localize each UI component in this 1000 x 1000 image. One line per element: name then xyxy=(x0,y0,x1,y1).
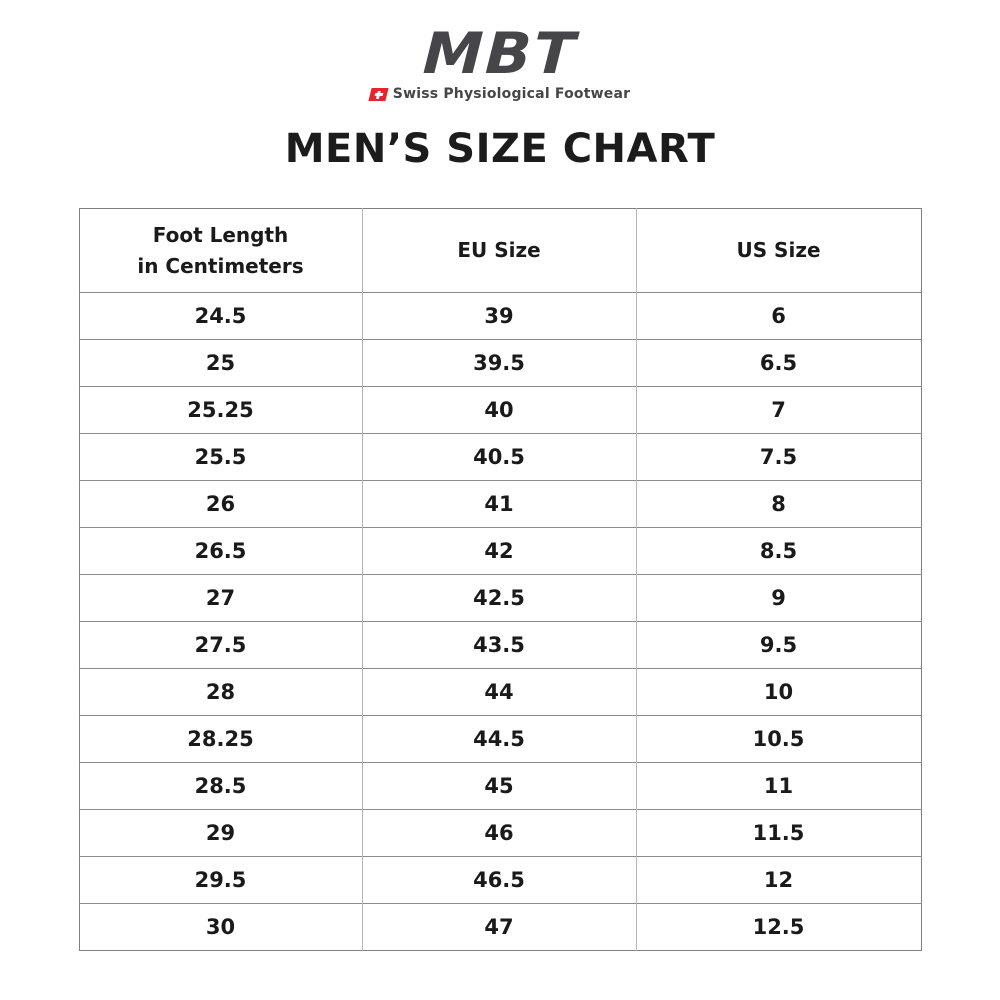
cell-us-size: 11.5 xyxy=(636,810,921,857)
header-eu-size: EU Size xyxy=(362,209,636,293)
table-row xyxy=(79,481,921,528)
header-us-size: US Size xyxy=(636,209,921,293)
cell-foot-length: 30 xyxy=(79,904,362,951)
header-foot-length-line2: in Centimeters xyxy=(137,253,304,278)
table-row xyxy=(79,434,921,481)
mbt-logo: MBT xyxy=(415,21,586,87)
cell-us-size: 12 xyxy=(636,857,921,904)
cell-foot-length: 27 xyxy=(79,575,362,622)
cell-eu-size: 40.5 xyxy=(362,434,636,481)
cell-us-size: 7 xyxy=(636,387,921,434)
cell-eu-size: 40 xyxy=(362,387,636,434)
swiss-cross-horizontal xyxy=(374,93,383,96)
cell-us-size: 11 xyxy=(636,763,921,810)
cell-eu-size: 46.5 xyxy=(362,857,636,904)
cell-us-size: 9 xyxy=(636,575,921,622)
table-row xyxy=(79,669,921,716)
cell-eu-size: 39.5 xyxy=(362,340,636,387)
cell-us-size: 12.5 xyxy=(636,904,921,951)
cell-us-size: 6 xyxy=(636,293,921,340)
table-row xyxy=(79,763,921,810)
table-body xyxy=(79,293,921,951)
cell-eu-size: 42 xyxy=(362,528,636,575)
brand-logo-block xyxy=(0,0,1000,102)
header-foot-length-line1: Foot Length xyxy=(152,222,289,247)
cell-us-size: 7.5 xyxy=(636,434,921,481)
cell-eu-size: 47 xyxy=(362,904,636,951)
table-row xyxy=(79,716,921,763)
cell-foot-length: 26 xyxy=(79,481,362,528)
mens-size-chart-table xyxy=(79,208,922,951)
cell-foot-length: 29 xyxy=(79,810,362,857)
header-foot-length xyxy=(79,209,362,293)
cell-foot-length: 25.25 xyxy=(79,387,362,434)
cell-eu-size: 44.5 xyxy=(362,716,636,763)
cell-foot-length: 24.5 xyxy=(79,293,362,340)
table-row xyxy=(79,622,921,669)
page-title: MEN’S SIZE CHART xyxy=(284,126,716,172)
table-row xyxy=(79,528,921,575)
cell-foot-length: 25.5 xyxy=(79,434,362,481)
cell-eu-size: 41 xyxy=(362,481,636,528)
cell-foot-length: 28.25 xyxy=(79,716,362,763)
cell-foot-length: 29.5 xyxy=(79,857,362,904)
cell-us-size: 9.5 xyxy=(636,622,921,669)
swiss-flag-icon xyxy=(368,88,388,101)
cell-us-size: 6.5 xyxy=(636,340,921,387)
cell-foot-length: 27.5 xyxy=(79,622,362,669)
brand-tagline: Swiss Physiological Footwear xyxy=(392,86,631,102)
table-row xyxy=(79,387,921,434)
cell-eu-size: 43.5 xyxy=(362,622,636,669)
cell-us-size: 10 xyxy=(636,669,921,716)
header-row xyxy=(79,209,921,293)
cell-foot-length: 26.5 xyxy=(79,528,362,575)
cell-eu-size: 44 xyxy=(362,669,636,716)
table-row xyxy=(79,575,921,622)
cell-us-size: 10.5 xyxy=(636,716,921,763)
table-row xyxy=(79,340,921,387)
table-row xyxy=(79,810,921,857)
cell-eu-size: 46 xyxy=(362,810,636,857)
brand-tagline-row xyxy=(0,86,1000,102)
table-header xyxy=(79,209,921,293)
table-row xyxy=(79,904,921,951)
cell-us-size: 8 xyxy=(636,481,921,528)
cell-foot-length: 28.5 xyxy=(79,763,362,810)
cell-eu-size: 42.5 xyxy=(362,575,636,622)
table-row xyxy=(79,293,921,340)
table-row xyxy=(79,857,921,904)
cell-foot-length: 28 xyxy=(79,669,362,716)
cell-foot-length: 25 xyxy=(79,340,362,387)
cell-eu-size: 45 xyxy=(362,763,636,810)
cell-eu-size: 39 xyxy=(362,293,636,340)
cell-us-size: 8.5 xyxy=(636,528,921,575)
